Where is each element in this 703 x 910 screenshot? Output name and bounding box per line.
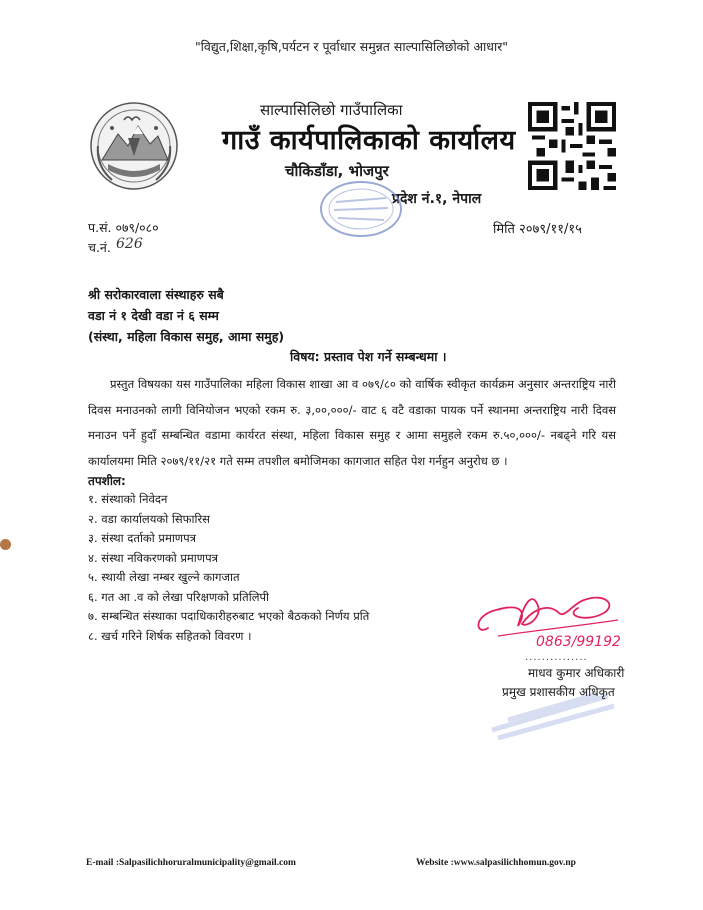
list-item: ७. सम्बन्धित संस्थाका पदाधिकारीहरुबाट भएको बैठकको निर्णय प्रति <box>88 609 370 623</box>
list-item: ८. खर्च गरिने शिर्षक सहितको विवरण । <box>88 628 252 643</box>
list-item: २. वडा कार्यालयको सिफारिस <box>88 511 210 526</box>
tapasil-list <box>88 490 369 646</box>
list-item: १. संस्थाको निवेदन <box>88 492 168 506</box>
tapasil-heading: तपशील: <box>88 474 126 488</box>
office-location: चौकिडाँडा, भोजपुर <box>285 162 389 180</box>
signatory-name: माधव कुमार अधिकारी <box>528 666 625 680</box>
nepal-emblem-icon <box>88 100 180 192</box>
letter-body <box>88 372 616 474</box>
subject-line: विषय: प्रस्ताव पेश गर्ने सम्बन्धमा । <box>290 349 447 364</box>
qr-code-icon <box>528 102 616 190</box>
list-item: ५. स्थायी लेखा नम्बर खुल्ने कागजात <box>88 570 240 584</box>
office-stamp-icon <box>318 178 404 240</box>
list-item: ४. संस्था नविकरणको प्रमाणपत्र <box>88 550 218 565</box>
recipient-line-1: श्री सरोकारवाला संस्थाहरु सबै <box>88 287 224 302</box>
footer-email: E-mail :Salpasilichhoruralmunicipality@gmail.com <box>86 858 296 868</box>
footer-website: Website :www.salpasilichhomun.gov.np <box>416 858 576 868</box>
list-item: ३. संस्था दर्ताको प्रमाणपत्र <box>88 531 196 545</box>
letter-body-text: प्रस्तुत विषयका यस गाउँपालिका महिला विकास शाखा आ व ०७९/८० को वार्षिक स्वीकृत कार्यक्रम अनुसार अन्तराष्ट्रिय नारी दिवस मनाउनको लागी विनियोजन भएको रकम रु. ३,००,०००/- वाट ६ वटै वडाका पायक पर्ने स्थानमा अन्तराष्ट्रिय नारी दिवस मनाउन पर्ने हुदाँ सम्बन्धित वडामा कार्यरत संस्था, महिला विकास समुह र आमा समुहले रकम रु.५०,०००/- नबढ्ने गरि यस कार्यालयमा मिति २०७९/११/२१ गते सम्म तपशील बमोजिमका कागजात सहित पेश गर्नहुन अनुरोध छ । <box>88 377 616 468</box>
chalani-number: 626 <box>116 236 143 252</box>
letter-date: मिति २०७९/११/१५ <box>493 222 582 237</box>
signature-dots: ............... <box>525 652 588 663</box>
recipient-line-2: वडा नं १ देखी वडा नं ६ सम्म <box>88 308 219 323</box>
signatory-title: प्रमुख प्रशासकीय अधिकृत <box>502 685 615 699</box>
recipient-line-3: (संस्था, महिला विकास समुह, आमा समुह) <box>88 329 285 344</box>
list-item: ६. गत आ .व को लेखा परिक्षणको प्रतिलिपी <box>88 589 269 604</box>
patra-sankhya: प.सं. ०७९/०८० <box>88 220 159 235</box>
punch-hole-mark <box>0 539 11 550</box>
chalani-label: च.नं. <box>88 240 111 255</box>
motto: "विद्युत,शिक्षा,कृषि,पर्यटन र पूर्वाधार समुन्नत साल्पासिलिछोको आधार" <box>194 39 509 54</box>
signature-icon <box>468 576 628 656</box>
office-title: गाउँ कार्यपालिकाको कार्यालय <box>222 125 516 156</box>
handwritten-number: 0863/99192 <box>536 634 621 650</box>
province-line: प्रदेश नं.१, नेपाल <box>392 191 482 207</box>
municipality-name: साल्पासिलिछो गाउँपालिका <box>260 101 403 119</box>
